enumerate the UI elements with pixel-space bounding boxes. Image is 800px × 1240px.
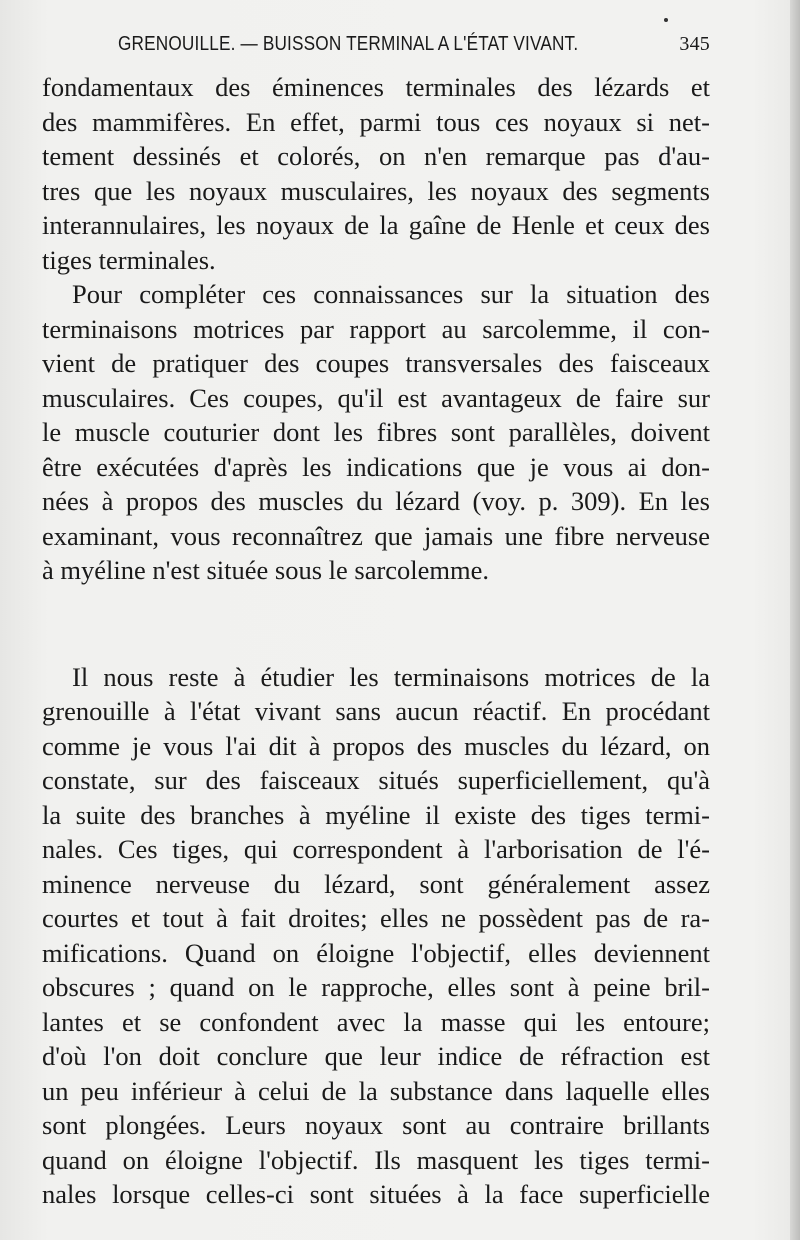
text-line: terminaisons motrices par rapport au sarcolemme, il con-	[42, 313, 710, 344]
text-line: tement dessinés et colorés, on n'en remarque pas d'au-	[42, 141, 710, 171]
text-line: vient de pratiquer des coupes transversales des faisceaux	[42, 348, 710, 378]
paragraph-2	[42, 277, 710, 588]
text-line: à myéline n'est située sous le sarcolemme.	[42, 555, 490, 585]
text-line: interannulaires, les noyaux de la gaîne de Henle et ceux des	[42, 210, 710, 240]
text-line: obscures ; quand on le rapproche, elles sont à peine bril-	[42, 972, 710, 1002]
text-line: Il nous reste à étudier les terminaisons motrices de la	[72, 661, 710, 692]
ink-speck	[664, 18, 668, 22]
text-line: sont plongées. Leurs noyaux sont au contraire brillants	[42, 1110, 710, 1140]
text-line: quand on éloigne l'objectif. Ils masquent les tiges termi-	[42, 1144, 710, 1175]
text-line: courtes et tout à fait droites; elles ne possèdent pas de ra-	[42, 903, 710, 933]
page-edge-shadow	[790, 0, 800, 1240]
text-line: fondamentaux des éminences terminales des lézards et	[42, 72, 710, 102]
text-line: constate, sur des faisceaux situés superficiellement, qu'à	[42, 765, 710, 795]
text-line: tres que les noyaux musculaires, les noyaux des segments	[42, 175, 710, 206]
body-text	[42, 70, 710, 1212]
text-line: le muscle couturier dont les fibres sont parallèles, doivent	[42, 417, 710, 447]
text-line: Pour compléter ces connaissances sur la situation des	[72, 279, 710, 309]
text-line: être exécutées d'après les indications que je vous ai don-	[42, 451, 710, 482]
page-number: 345	[679, 33, 710, 55]
text-line: la suite des branches à myéline il existe des tiges termi-	[42, 799, 710, 830]
text-line: nées à propos des muscles du lézard (voy. p. 309). En les	[42, 486, 710, 516]
text-line: comme je vous l'ai dit à propos des muscles du lézard, on	[42, 730, 710, 761]
page-header	[62, 33, 712, 63]
paragraph-3	[42, 660, 710, 1212]
text-line: des mammifères. En effet, parmi tous ces noyaux si net-	[42, 106, 710, 137]
text-line: lantes et se confondent avec la masse qui les entoure;	[42, 1006, 710, 1037]
text-line: minence nerveuse du lézard, sont généralement assez	[42, 868, 710, 899]
text-line: grenouille à l'état vivant sans aucun réactif. En procédant	[42, 696, 710, 726]
running-title: GRENOUILLE. — BUISSON TERMINAL A L'ÉTAT VIVANT.	[118, 33, 579, 55]
text-line: tiges terminales.	[42, 244, 216, 275]
text-line: nales lorsque celles-ci sont situées à la face superficielle	[42, 1179, 710, 1209]
text-line: d'où l'on doit conclure que leur indice de réfraction est	[42, 1041, 710, 1071]
text-line: mifications. Quand on éloigne l'objectif, elles deviennent	[42, 937, 710, 968]
text-line: un peu inférieur à celui de la substance dans laquelle elles	[42, 1075, 710, 1106]
text-line: nales. Ces tiges, qui correspondent à l'arborisation de l'é-	[42, 834, 710, 864]
paragraph-1	[42, 70, 710, 277]
text-line: examinant, vous reconnaîtrez que jamais une fibre nerveuse	[42, 520, 710, 551]
text-line: musculaires. Ces coupes, qu'il est avantageux de faire sur	[42, 382, 710, 413]
